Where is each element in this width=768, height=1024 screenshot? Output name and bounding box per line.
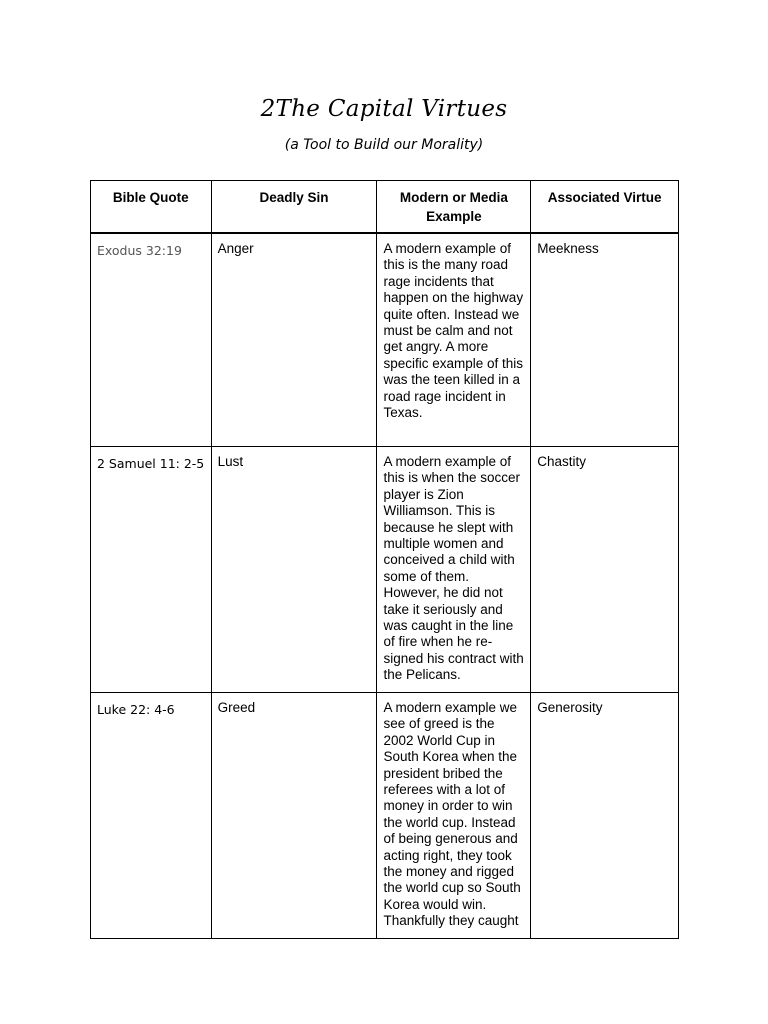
bible-quote-cell: 2 Samuel 11: 2-5 xyxy=(91,447,212,693)
document-subtitle: (a Tool to Build our Morality) xyxy=(284,137,484,153)
table-row xyxy=(91,447,679,693)
bible-quote-cell: Luke 22: 4-6 xyxy=(91,693,212,939)
modern-example-cell: A modern example of this is the many road rage incidents that happen on the highway quite often. Instead we must be calm and not get angry. A more specific example of this was the teen killed in a road rage incident in Texas. xyxy=(377,233,531,447)
header-associated-virtue: Associated Virtue xyxy=(531,181,679,234)
deadly-sin-cell: Anger xyxy=(211,233,377,447)
virtues-table xyxy=(90,180,679,939)
bible-quote-cell: Exodus 32:19 xyxy=(91,233,212,447)
modern-example-cell: A modern example we see of greed is the 2002 World Cup in South Korea when the president bribed the referees with a lot of money in order to win the world cup. Instead of being generous and acting right, they took the money and rigged the world cup so South Korea would win. Thankfully they caught xyxy=(377,693,531,939)
deadly-sin-cell: Lust xyxy=(211,447,377,693)
modern-example-cell: A modern example of this is when the soccer player is Zion Williamson. This is because he slept with multiple women and conceived a child with some of them. However, he did not take it seriously and was caught in the line of fire when he re-signed his contract with the Pelicans. xyxy=(377,447,531,693)
document-title: 2The Capital Virtues xyxy=(260,96,508,122)
deadly-sin-cell: Greed xyxy=(211,693,377,939)
header-modern-example: Modern or Media Example xyxy=(377,181,531,234)
table-row xyxy=(91,693,679,939)
associated-virtue-cell: Meekness xyxy=(531,233,679,447)
table-row xyxy=(91,233,679,447)
header-bible-quote: Bible Quote xyxy=(91,181,212,234)
associated-virtue-cell: Generosity xyxy=(531,693,679,939)
table-header-row xyxy=(91,181,679,234)
associated-virtue-cell: Chastity xyxy=(531,447,679,693)
header-deadly-sin: Deadly Sin xyxy=(211,181,377,234)
